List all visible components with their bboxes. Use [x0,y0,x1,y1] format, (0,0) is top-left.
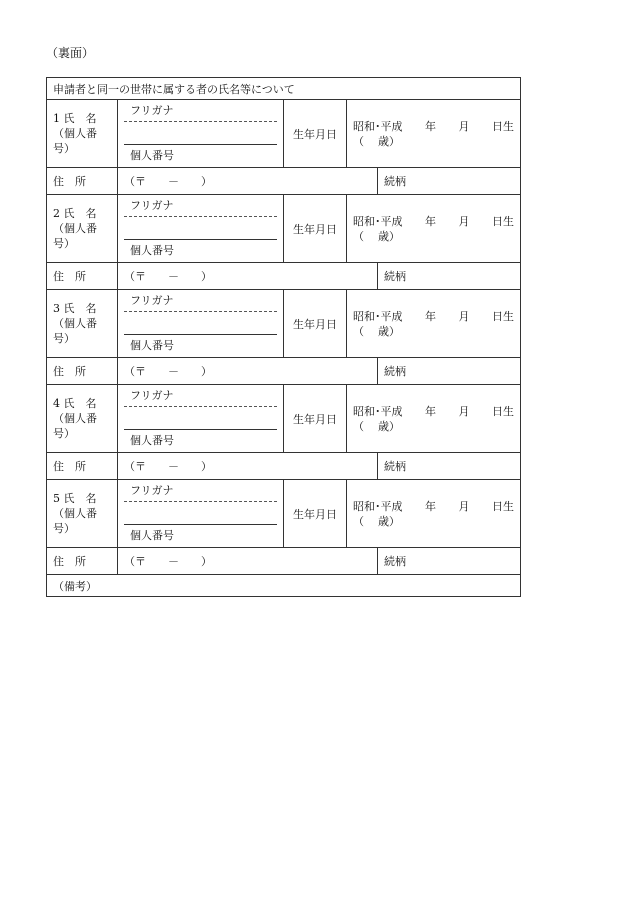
month-label: 月 [458,499,470,513]
year-label: 年 [425,499,436,513]
address-row [47,263,521,290]
birthdate-field[interactable] [347,195,521,263]
notes-row [47,575,521,597]
furigana-label: フリガナ [124,480,277,502]
my-number-label[interactable]: 個人番号 [124,239,277,262]
name-label: 2 氏 名 [53,207,97,220]
birthdate-label: 生年月日 [284,290,347,358]
member-name-label [47,385,118,453]
name-field[interactable] [124,217,277,239]
furigana-label: フリガナ [124,290,277,312]
member-name-label [47,100,118,168]
relationship-field[interactable] [378,548,521,575]
year-label: 年 [425,214,436,228]
birthdate-field[interactable] [347,480,521,548]
age-label: 歳） [378,229,400,243]
era-label: 昭和･平成 [353,214,403,228]
name-entry-cell [118,290,284,358]
address-row [47,168,521,195]
name-entry-cell [118,195,284,263]
address-row [47,453,521,480]
page-label: （裏面） [46,46,95,60]
furigana-label: フリガナ [124,385,277,407]
address-row [47,548,521,575]
postal-code-label: （〒 － ） [124,175,212,188]
era-label: 昭和･平成 [353,309,403,323]
month-label: 月 [458,309,470,323]
age-open-label: （ [353,229,364,243]
address-field[interactable] [118,548,378,575]
relationship-label: 続柄 [384,460,406,473]
address-label: 住 所 [47,168,118,195]
relationship-field[interactable] [378,453,521,480]
address-label: 住 所 [47,548,118,575]
month-label: 月 [458,404,470,418]
postal-code-label: （〒 － ） [124,270,212,283]
name-label: 1 氏 名 [53,112,97,125]
age-label: 歳） [378,419,400,433]
number-sublabel: （個人番号） [53,412,97,440]
birthdate-field[interactable] [347,290,521,358]
day-label: 日生 [492,309,514,323]
number-sublabel: （個人番号） [53,317,97,345]
name-entry-cell [118,100,284,168]
birthdate-field[interactable] [347,100,521,168]
name-entry-cell [118,385,284,453]
member-name-label [47,480,118,548]
postal-code-label: （〒 － ） [124,460,212,473]
member-name-label [47,290,118,358]
day-label: 日生 [492,119,514,133]
member-row [47,385,521,453]
notes-field[interactable]: （備考） [47,575,521,597]
era-label: 昭和･平成 [353,499,403,513]
era-label: 昭和･平成 [353,404,403,418]
household-members-form [46,77,521,597]
day-label: 日生 [492,404,514,418]
address-label: 住 所 [47,263,118,290]
furigana-label: フリガナ [124,100,277,122]
my-number-label[interactable]: 個人番号 [124,334,277,357]
furigana-label: フリガナ [124,195,277,217]
name-field[interactable] [124,122,277,144]
birthdate-label: 生年月日 [284,100,347,168]
address-label: 住 所 [47,358,118,385]
month-label: 月 [458,119,470,133]
day-label: 日生 [492,214,514,228]
age-label: 歳） [378,514,400,528]
address-field[interactable] [118,168,378,195]
age-open-label: （ [353,514,364,528]
member-name-label [47,195,118,263]
year-label: 年 [425,119,436,133]
relationship-label: 続柄 [384,555,406,568]
age-open-label: （ [353,419,364,433]
postal-code-label: （〒 － ） [124,365,212,378]
name-label: 4 氏 名 [53,397,97,410]
address-field[interactable] [118,358,378,385]
member-row [47,480,521,548]
birthdate-label: 生年月日 [284,385,347,453]
month-label: 月 [458,214,470,228]
relationship-field[interactable] [378,263,521,290]
member-row [47,100,521,168]
my-number-label[interactable]: 個人番号 [124,144,277,167]
address-label: 住 所 [47,453,118,480]
relationship-label: 続柄 [384,175,406,188]
member-row [47,290,521,358]
birthdate-label: 生年月日 [284,480,347,548]
relationship-label: 続柄 [384,270,406,283]
birthdate-label: 生年月日 [284,195,347,263]
name-field[interactable] [124,502,277,524]
form-header: 申請者と同一の世帯に属する者の氏名等について [47,78,521,100]
name-label: 3 氏 名 [53,302,97,315]
relationship-field[interactable] [378,168,521,195]
name-entry-cell [118,480,284,548]
address-field[interactable] [118,453,378,480]
my-number-label[interactable]: 個人番号 [124,429,277,452]
my-number-label[interactable]: 個人番号 [124,524,277,547]
member-row [47,195,521,263]
era-label: 昭和･平成 [353,119,403,133]
number-sublabel: （個人番号） [53,507,97,535]
number-sublabel: （個人番号） [53,222,97,250]
age-label: 歳） [378,134,400,148]
address-field[interactable] [118,263,378,290]
name-field[interactable] [124,407,277,429]
year-label: 年 [425,309,436,323]
address-row [47,358,521,385]
day-label: 日生 [492,499,514,513]
postal-code-label: （〒 － ） [124,555,212,568]
relationship-field[interactable] [378,358,521,385]
relationship-label: 続柄 [384,365,406,378]
number-sublabel: （個人番号） [53,127,97,155]
name-field[interactable] [124,312,277,334]
age-label: 歳） [378,324,400,338]
name-label: 5 氏 名 [53,492,97,505]
year-label: 年 [425,404,436,418]
age-open-label: （ [353,134,364,148]
birthdate-field[interactable] [347,385,521,453]
age-open-label: （ [353,324,364,338]
